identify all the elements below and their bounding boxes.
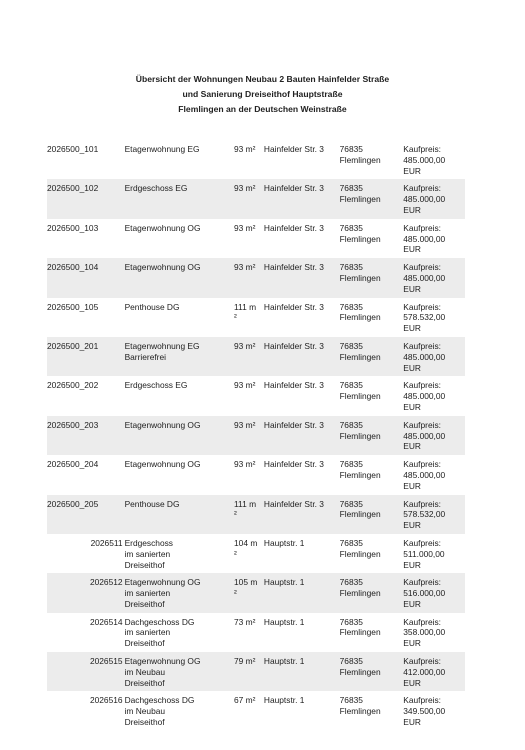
- cell-line: 76835: [339, 340, 363, 351]
- cell-line: 79 m²: [234, 656, 256, 667]
- cell-line: 67 m²: [234, 695, 256, 706]
- units-table: [47, 140, 465, 731]
- units-table-body: [47, 140, 465, 731]
- cell-line: EUR: [403, 244, 421, 255]
- unit-area-cell: [234, 298, 264, 337]
- cell-line: EUR: [403, 638, 421, 649]
- cell-line: 485.000,00: [403, 430, 446, 441]
- cell-line: 76835: [339, 695, 363, 706]
- unit-description-cell: [125, 179, 234, 218]
- cell-line: 485.000,00: [403, 272, 446, 283]
- unit-city-cell: [340, 376, 404, 415]
- cell-line: Etagenwohnung OG: [124, 577, 201, 588]
- cell-line: EUR: [403, 520, 421, 531]
- cell-line: EUR: [403, 480, 421, 491]
- cell-line: Kaufpreis:: [403, 340, 441, 351]
- unit-city-cell: [340, 691, 404, 730]
- unit-city-cell: [340, 416, 404, 455]
- unit-description-cell: [125, 534, 234, 573]
- unit-city-cell: [340, 140, 404, 179]
- unit-description-cell: [125, 258, 234, 297]
- cell-line: Kaufpreis:: [403, 183, 441, 194]
- cell-line: ²: [234, 509, 237, 520]
- unit-id-cell: 2026516: [89, 695, 123, 706]
- unit-street-cell: Hainfelder Str. 3: [264, 179, 340, 218]
- table-row: [47, 613, 465, 652]
- cell-line: 511.000,00: [403, 548, 445, 559]
- cell-line: Dreiseithof: [124, 598, 165, 609]
- unit-street-cell: Hainfelder Str. 3: [264, 337, 340, 376]
- unit-id-cell: 2026500_103: [47, 222, 99, 233]
- cell-line: 485.000,00: [403, 351, 446, 362]
- unit-city-cell: [340, 298, 404, 337]
- unit-price-cell: [403, 652, 465, 691]
- cell-line: 93 m²: [234, 222, 256, 233]
- unit-price-cell: [403, 140, 465, 179]
- title-line: Übersicht der Wohnungen Neubau 2 Bauten Hainfelder Straße: [135, 74, 390, 84]
- unit-city-cell: [340, 455, 404, 494]
- cell-line: Erdgeschoss EG: [124, 183, 188, 194]
- cell-line: Kaufpreis:: [403, 262, 441, 273]
- unit-description-cell: [125, 140, 234, 179]
- cell-line: EUR: [403, 559, 421, 570]
- cell-line: Dachgeschoss DG: [124, 616, 195, 627]
- unit-price-cell: [403, 258, 465, 297]
- cell-line: 485.000,00: [403, 469, 446, 480]
- table-row: [47, 495, 465, 534]
- cell-line: Flemlingen: [339, 627, 381, 638]
- unit-street-cell: Hainfelder Str. 3: [263, 222, 324, 233]
- cell-line: 485.000,00: [403, 233, 446, 244]
- cell-line: 93 m²: [234, 380, 256, 391]
- cell-line: Flemlingen: [339, 706, 381, 717]
- cell-line: Flemlingen: [339, 233, 381, 244]
- table-row: [47, 376, 465, 415]
- cell-line: 93 m²: [234, 144, 256, 154]
- unit-price-cell: [403, 495, 465, 534]
- cell-line: im Neubau: [124, 666, 166, 677]
- cell-line: 578.532,00: [403, 312, 446, 323]
- cell-line: Dachgeschoss DG: [124, 695, 195, 706]
- unit-price-cell: [403, 573, 465, 612]
- cell-line: 93 m²: [234, 340, 256, 351]
- cell-line: 76835: [339, 577, 363, 588]
- unit-id-cell: 2026500_101: [47, 144, 99, 154]
- unit-area-cell: [234, 337, 264, 376]
- cell-line: Flemlingen: [339, 391, 381, 402]
- cell-line: 349.500,00: [403, 706, 446, 717]
- cell-line: EUR: [403, 362, 421, 373]
- title-line: Flemlingen an der Deutschen Weinstraße: [178, 104, 347, 114]
- unit-id-cell: 2026500_202: [47, 380, 99, 391]
- cell-line: Dreiseithof: [124, 559, 165, 570]
- cell-line: Kaufpreis:: [403, 380, 441, 391]
- cell-line: Kaufpreis:: [403, 222, 441, 233]
- unit-description-cell: [125, 416, 234, 455]
- cell-line: Kaufpreis:: [403, 656, 441, 667]
- unit-description-cell: [125, 219, 234, 258]
- cell-line: EUR: [403, 401, 421, 412]
- table-row: [47, 337, 465, 376]
- unit-area-cell: [234, 376, 264, 415]
- cell-line: Flemlingen: [339, 194, 381, 205]
- unit-city-cell: [340, 613, 404, 652]
- cell-line: 76835: [339, 459, 363, 470]
- table-row: [47, 652, 465, 691]
- cell-line: Kaufpreis:: [403, 459, 441, 470]
- unit-price-cell: [403, 337, 465, 376]
- cell-line: 111 m: [234, 301, 257, 312]
- cell-line: 73 m²: [234, 616, 256, 627]
- unit-price-cell: [403, 613, 465, 652]
- table-row: [47, 179, 465, 218]
- unit-area-cell: [234, 613, 264, 652]
- cell-line: EUR: [403, 717, 421, 728]
- cell-line: Kaufpreis:: [403, 577, 441, 588]
- cell-line: Flemlingen: [339, 272, 381, 283]
- unit-description-cell: [125, 298, 234, 337]
- unit-area-cell: [234, 495, 264, 534]
- cell-line: 76835: [339, 301, 363, 312]
- unit-id-cell: 2026500_104: [47, 258, 125, 297]
- cell-line: 578.532,00: [403, 509, 446, 520]
- unit-id-cell: 2026500_102: [47, 179, 125, 218]
- cell-line: im sanierten: [124, 548, 171, 559]
- unit-price-cell: [403, 691, 465, 730]
- cell-line: Etagenwohnung EG: [124, 340, 200, 351]
- cell-line: Kaufpreis:: [403, 695, 441, 706]
- unit-description-cell: [125, 613, 234, 652]
- cell-line: 76835: [339, 419, 363, 430]
- unit-description-cell: [125, 495, 234, 534]
- cell-line: 76835: [339, 537, 363, 548]
- cell-line: Kaufpreis:: [403, 419, 441, 430]
- table-row: [47, 691, 465, 730]
- cell-line: 76835: [339, 656, 363, 667]
- cell-line: 76835: [339, 222, 363, 233]
- table-row: [47, 573, 465, 612]
- cell-line: EUR: [403, 283, 421, 294]
- cell-line: 104 m: [234, 537, 258, 548]
- cell-line: Penthouse DG: [124, 498, 180, 509]
- unit-description-cell: [125, 691, 234, 730]
- table-row: [47, 258, 465, 297]
- unit-city-cell: [340, 652, 404, 691]
- unit-street-cell: Hauptstr. 1: [263, 616, 305, 627]
- unit-city-cell: [340, 337, 404, 376]
- unit-street-cell: Hauptstr. 1: [264, 573, 340, 612]
- cell-line: im sanierten: [124, 588, 171, 599]
- cell-line: 412.000,00: [403, 666, 446, 677]
- cell-line: 485.000,00: [403, 154, 446, 165]
- unit-street-cell: Hauptstr. 1: [264, 652, 340, 691]
- unit-area-cell: [234, 691, 264, 730]
- cell-line: Flemlingen: [339, 666, 381, 677]
- cell-line: 485.000,00: [403, 194, 446, 205]
- unit-street-cell: Hainfelder Str. 3: [264, 416, 340, 455]
- unit-city-cell: [340, 495, 404, 534]
- cell-line: Dreiseithof: [124, 638, 165, 649]
- title-line: und Sanierung Dreiseithof Hauptstraße: [182, 89, 343, 99]
- cell-line: EUR: [403, 323, 421, 334]
- table-row: [47, 416, 465, 455]
- unit-area-cell: [234, 179, 264, 218]
- unit-street-cell: Hainfelder Str. 3: [264, 258, 340, 297]
- unit-area-cell: [234, 455, 264, 494]
- cell-line: Kaufpreis:: [403, 616, 441, 627]
- cell-line: 76835: [339, 144, 363, 154]
- unit-price-cell: [403, 219, 465, 258]
- cell-line: 76835: [339, 498, 363, 509]
- cell-line: ²: [234, 588, 237, 599]
- unit-area-cell: [234, 534, 264, 573]
- cell-line: Etagenwohnung OG: [124, 262, 201, 273]
- unit-description-cell: [125, 337, 234, 376]
- unit-area-cell: [234, 416, 264, 455]
- table-row: [47, 219, 465, 258]
- unit-street-cell: Hauptstr. 1: [263, 695, 305, 706]
- unit-price-cell: [403, 455, 465, 494]
- cell-line: 93 m²: [234, 459, 256, 470]
- cell-line: 105 m: [234, 577, 258, 588]
- cell-line: EUR: [403, 441, 421, 452]
- table-row: [47, 534, 465, 573]
- cell-line: Barrierefrei: [124, 351, 166, 362]
- unit-description-cell: [125, 652, 234, 691]
- cell-line: EUR: [403, 598, 421, 609]
- unit-id-cell: 2026500_204: [47, 459, 99, 470]
- unit-street-cell: Hainfelder Str. 3: [263, 301, 324, 312]
- table-row: [47, 298, 465, 337]
- cell-line: Dreiseithof: [124, 677, 165, 688]
- unit-description-cell: [125, 376, 234, 415]
- cell-line: 485.000,00: [403, 391, 446, 402]
- cell-line: Flemlingen: [339, 588, 381, 599]
- unit-id-cell: 2026500_203: [47, 416, 125, 455]
- cell-line: ²: [234, 312, 237, 323]
- cell-line: Penthouse DG: [124, 301, 180, 312]
- unit-area-cell: [234, 652, 264, 691]
- unit-city-cell: [340, 573, 404, 612]
- unit-city-cell: [340, 258, 404, 297]
- cell-line: Etagenwohnung OG: [124, 459, 201, 470]
- cell-line: 76835: [339, 262, 363, 273]
- cell-line: Flemlingen: [339, 351, 381, 362]
- unit-id-cell: 2026500_201: [47, 337, 125, 376]
- cell-line: EUR: [403, 165, 421, 176]
- unit-street-cell: Hainfelder Str. 3: [263, 144, 324, 154]
- unit-street-cell: Hainfelder Str. 3: [264, 495, 340, 534]
- cell-line: 93 m²: [234, 262, 256, 273]
- cell-line: Flemlingen: [339, 509, 381, 520]
- unit-price-cell: [403, 298, 465, 337]
- cell-line: Flemlingen: [339, 312, 381, 323]
- unit-area-cell: [234, 140, 264, 179]
- cell-line: 516.000,00: [403, 588, 446, 599]
- cell-line: Etagenwohnung OG: [124, 222, 201, 233]
- cell-line: Kaufpreis:: [403, 498, 441, 509]
- cell-line: Kaufpreis:: [403, 537, 441, 548]
- cell-line: Erdgeschoss EG: [124, 380, 188, 391]
- unit-city-cell: [340, 179, 404, 218]
- cell-line: Flemlingen: [339, 548, 381, 559]
- cell-line: Flemlingen: [339, 469, 381, 480]
- cell-line: 358.000,00: [403, 627, 446, 638]
- unit-description-cell: [125, 573, 234, 612]
- unit-id-cell: 2026500_205: [47, 495, 125, 534]
- cell-line: Kaufpreis:: [403, 301, 441, 312]
- unit-price-cell: [403, 376, 465, 415]
- unit-area-cell: [234, 573, 264, 612]
- cell-line: Flemlingen: [339, 430, 381, 441]
- unit-price-cell: [403, 179, 465, 218]
- cell-line: 76835: [339, 380, 363, 391]
- cell-line: Kaufpreis:: [403, 144, 441, 154]
- unit-area-cell: [234, 258, 264, 297]
- cell-line: EUR: [403, 204, 421, 215]
- unit-area-cell: [234, 219, 264, 258]
- document-title: [0, 72, 525, 117]
- cell-line: im Neubau: [124, 706, 166, 717]
- table-row: [47, 455, 465, 494]
- unit-price-cell: [403, 534, 465, 573]
- unit-price-cell: [403, 416, 465, 455]
- unit-id-cell: 2026515: [47, 652, 125, 691]
- cell-line: Etagenwohnung OG: [124, 656, 201, 667]
- unit-street-cell: Hainfelder Str. 3: [263, 459, 324, 470]
- cell-line: 76835: [339, 183, 363, 194]
- cell-line: EUR: [403, 677, 421, 688]
- unit-id-cell: 2026514: [89, 616, 123, 627]
- cell-line: 93 m²: [234, 419, 256, 430]
- unit-street-cell: Hauptstr. 1: [263, 537, 305, 548]
- table-row: [47, 140, 465, 179]
- unit-city-cell: [340, 219, 404, 258]
- cell-line: Dreiseithof: [124, 717, 165, 728]
- unit-street-cell: Hainfelder Str. 3: [263, 380, 324, 391]
- cell-line: Flemlingen: [339, 154, 381, 165]
- unit-city-cell: [340, 534, 404, 573]
- cell-line: 111 m: [234, 498, 257, 509]
- unit-id-cell: 2026511: [90, 537, 123, 548]
- unit-id-cell: 2026512: [47, 573, 125, 612]
- cell-line: Etagenwohnung EG: [124, 144, 200, 154]
- cell-line: Erdgeschoss: [124, 537, 173, 548]
- unit-id-cell: 2026500_105: [47, 301, 99, 312]
- cell-line: im sanierten: [124, 627, 171, 638]
- unit-description-cell: [125, 455, 234, 494]
- cell-line: Etagenwohnung OG: [124, 419, 201, 430]
- cell-line: ²: [234, 548, 237, 559]
- cell-line: 93 m²: [234, 183, 256, 194]
- cell-line: 76835: [339, 616, 363, 627]
